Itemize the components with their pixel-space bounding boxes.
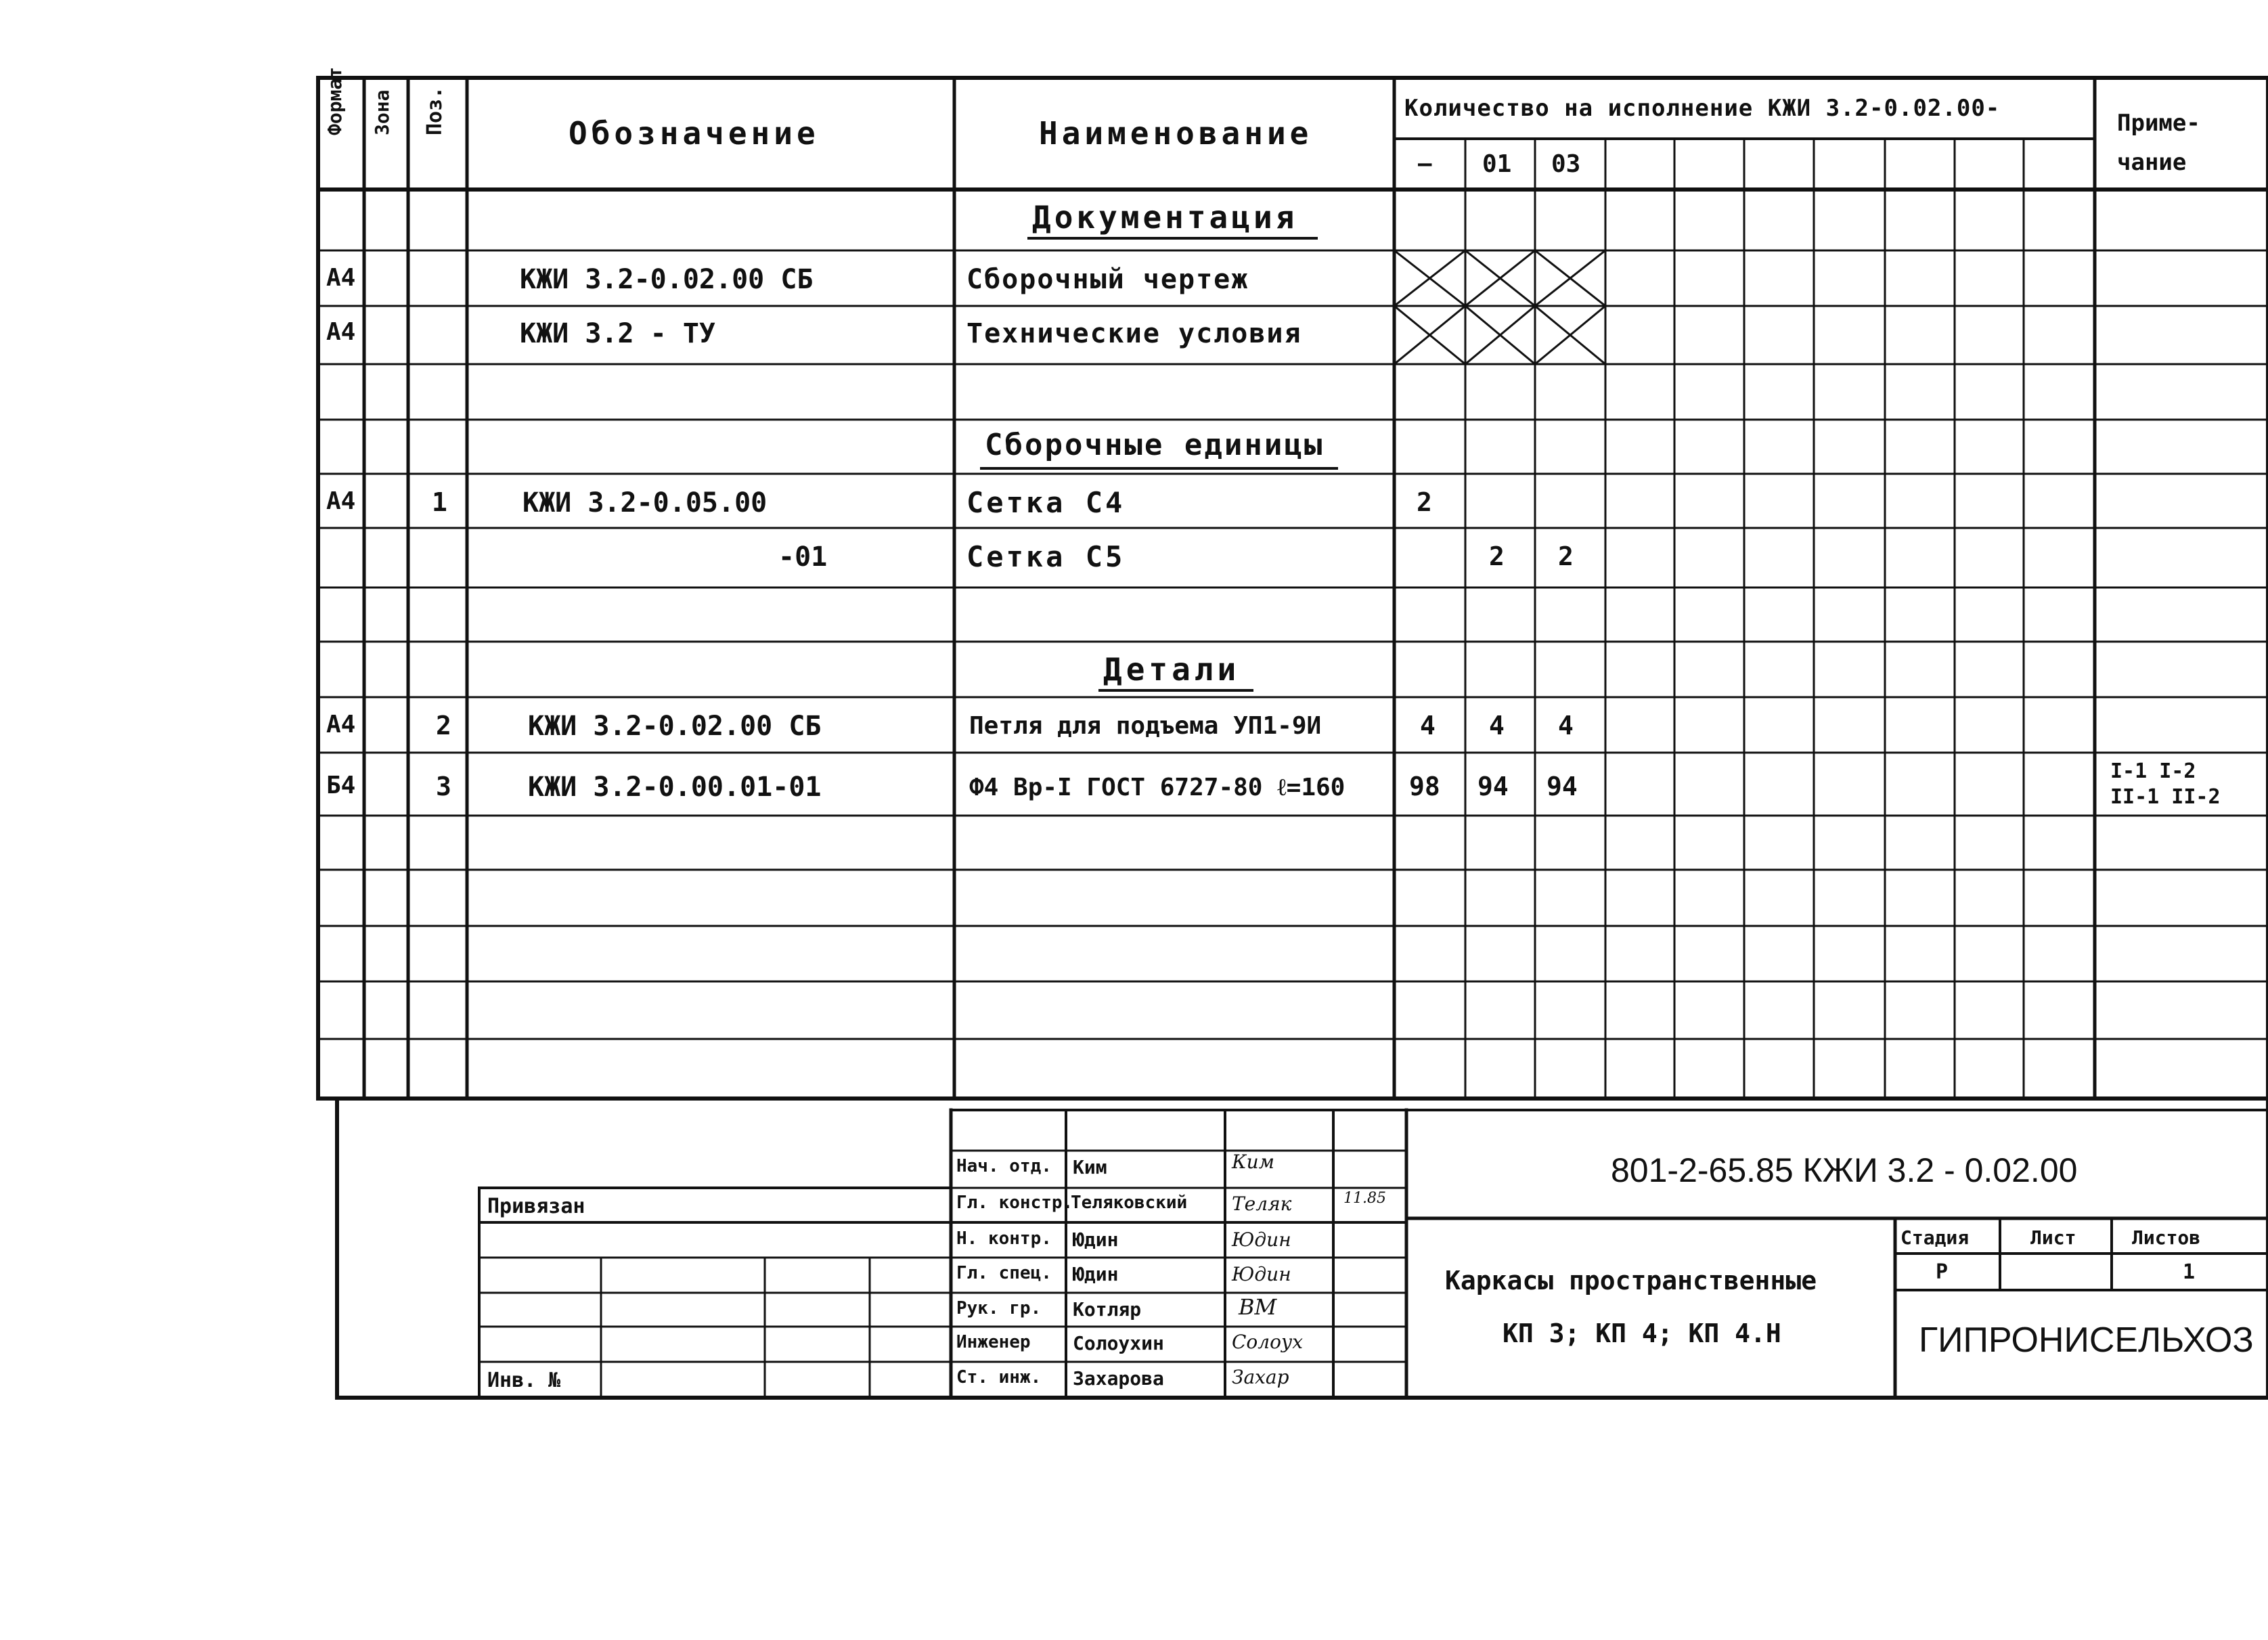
row-designation: КЖИ 3.2-0.00.01-01	[528, 772, 822, 803]
header-zone: Зона	[371, 89, 393, 135]
row-note-line2: II-1 II-2	[2110, 785, 2221, 809]
stage-value: Р	[1936, 1260, 1949, 1284]
header-designation: Обозначение	[569, 115, 820, 152]
row-pos: 3	[436, 772, 451, 801]
header-variant-1: —	[1418, 150, 1432, 177]
header-format: Формат	[324, 66, 346, 135]
row-pos: 2	[436, 711, 451, 740]
section-details: Детали	[1103, 651, 1241, 688]
header-note-line1: Приме-	[2117, 110, 2200, 137]
signer-name: Юдин	[1073, 1228, 1119, 1251]
signer-signature: ВМ	[1239, 1294, 1277, 1320]
signer-name: Теляковский	[1071, 1193, 1188, 1213]
row-name: Сетка С4	[966, 486, 1126, 519]
document-code: 801-2-65.85 КЖИ 3.2 - 0.02.00	[1611, 1151, 2078, 1189]
signer-role: Рук. гр.	[956, 1298, 1042, 1318]
inventory-label: Инв. №	[487, 1369, 561, 1392]
signer-signature: Захар	[1232, 1366, 1289, 1388]
header-name: Наименование	[1039, 115, 1313, 152]
row-name: Петля для подъема УП1-9И	[969, 712, 1322, 740]
header-variant-3: 03	[1551, 150, 1581, 178]
row-format: А4	[326, 711, 356, 738]
row-format: А4	[326, 264, 356, 292]
header-quantity-title: Количество на исполнение КЖИ 3.2-0.02.00-	[1404, 95, 2001, 122]
signer-signature: Ким	[1232, 1151, 1274, 1173]
row-name: Сетка С5	[966, 540, 1126, 573]
signer-signature: Солоух	[1232, 1331, 1303, 1353]
header-note-line2: чание	[2117, 149, 2187, 176]
object-title-line1: Каркасы пространственные	[1445, 1266, 1817, 1295]
signer-signature: Юдин	[1232, 1228, 1291, 1251]
stage-label: Стадия	[1900, 1226, 1970, 1249]
row-pos: 1	[432, 487, 447, 517]
approval-date: 11.85	[1343, 1190, 1386, 1207]
row-name: Ф4 Вр-I ГОСТ 6727-80 ℓ=160	[969, 774, 1346, 801]
row-qty-2: 2	[1489, 541, 1505, 571]
privyazan-label: Привязан	[487, 1195, 585, 1218]
row-qty-3: 2	[1558, 541, 1574, 571]
row-designation: КЖИ 3.2-0.02.00 СБ	[528, 711, 822, 742]
row-qty-2: 94	[1477, 772, 1509, 801]
row-qty-1: 4	[1420, 711, 1436, 740]
signer-role: Н. контр.	[956, 1228, 1052, 1249]
header-pos: Поз.	[423, 86, 447, 135]
row-note-line1: I-1 I-2	[2110, 759, 2196, 783]
signer-name: Ким	[1073, 1156, 1107, 1178]
signer-role: Инженер	[956, 1332, 1031, 1352]
signer-name: Солоухин	[1073, 1332, 1164, 1354]
sheets-value: 1	[2183, 1260, 2196, 1284]
signer-name: Юдин	[1073, 1263, 1119, 1285]
row-designation: -01	[778, 541, 828, 573]
object-title-line2: КП 3; КП 4; КП 4.Н	[1503, 1318, 1781, 1348]
signer-role: Ст. инж.	[956, 1367, 1042, 1388]
row-qty-1: 2	[1417, 487, 1432, 517]
signer-name: Котляр	[1073, 1298, 1142, 1321]
row-qty-2: 4	[1489, 711, 1505, 740]
row-designation: КЖИ 3.2-0.05.00	[522, 487, 768, 518]
section-documentation: Документация	[1032, 199, 1298, 236]
row-qty-1: 98	[1409, 772, 1440, 801]
crossed-cells	[1394, 250, 1605, 364]
row-qty-3: 4	[1558, 711, 1574, 740]
header-variant-2: 01	[1482, 150, 1512, 178]
row-designation: КЖИ 3.2 - ТУ	[520, 318, 715, 349]
row-format: А4	[326, 487, 356, 515]
signer-role: Гл. констр.	[956, 1193, 1073, 1213]
row-designation: КЖИ 3.2-0.02.00 СБ	[520, 264, 814, 295]
row-name: Технические условия	[966, 318, 1302, 349]
sheets-label: Листов	[2132, 1226, 2201, 1249]
section-assembly-units: Сборочные единицы	[985, 428, 1325, 462]
row-format: Б4	[326, 772, 356, 799]
signer-role: Гл. спец.	[956, 1263, 1052, 1283]
signer-name: Захарова	[1073, 1367, 1164, 1390]
signer-role: Нач. отд.	[956, 1156, 1052, 1176]
row-qty-3: 94	[1547, 772, 1578, 801]
row-format: А4	[326, 318, 356, 346]
organization-name: ГИПРОНИСЕЛЬХОЗ	[1919, 1321, 2254, 1360]
sheet-label: Лист	[2030, 1226, 2076, 1249]
signer-signature: Юдин	[1232, 1263, 1291, 1285]
row-name: Сборочный чертеж	[966, 264, 1249, 295]
signer-signature: Теляк	[1232, 1193, 1292, 1215]
